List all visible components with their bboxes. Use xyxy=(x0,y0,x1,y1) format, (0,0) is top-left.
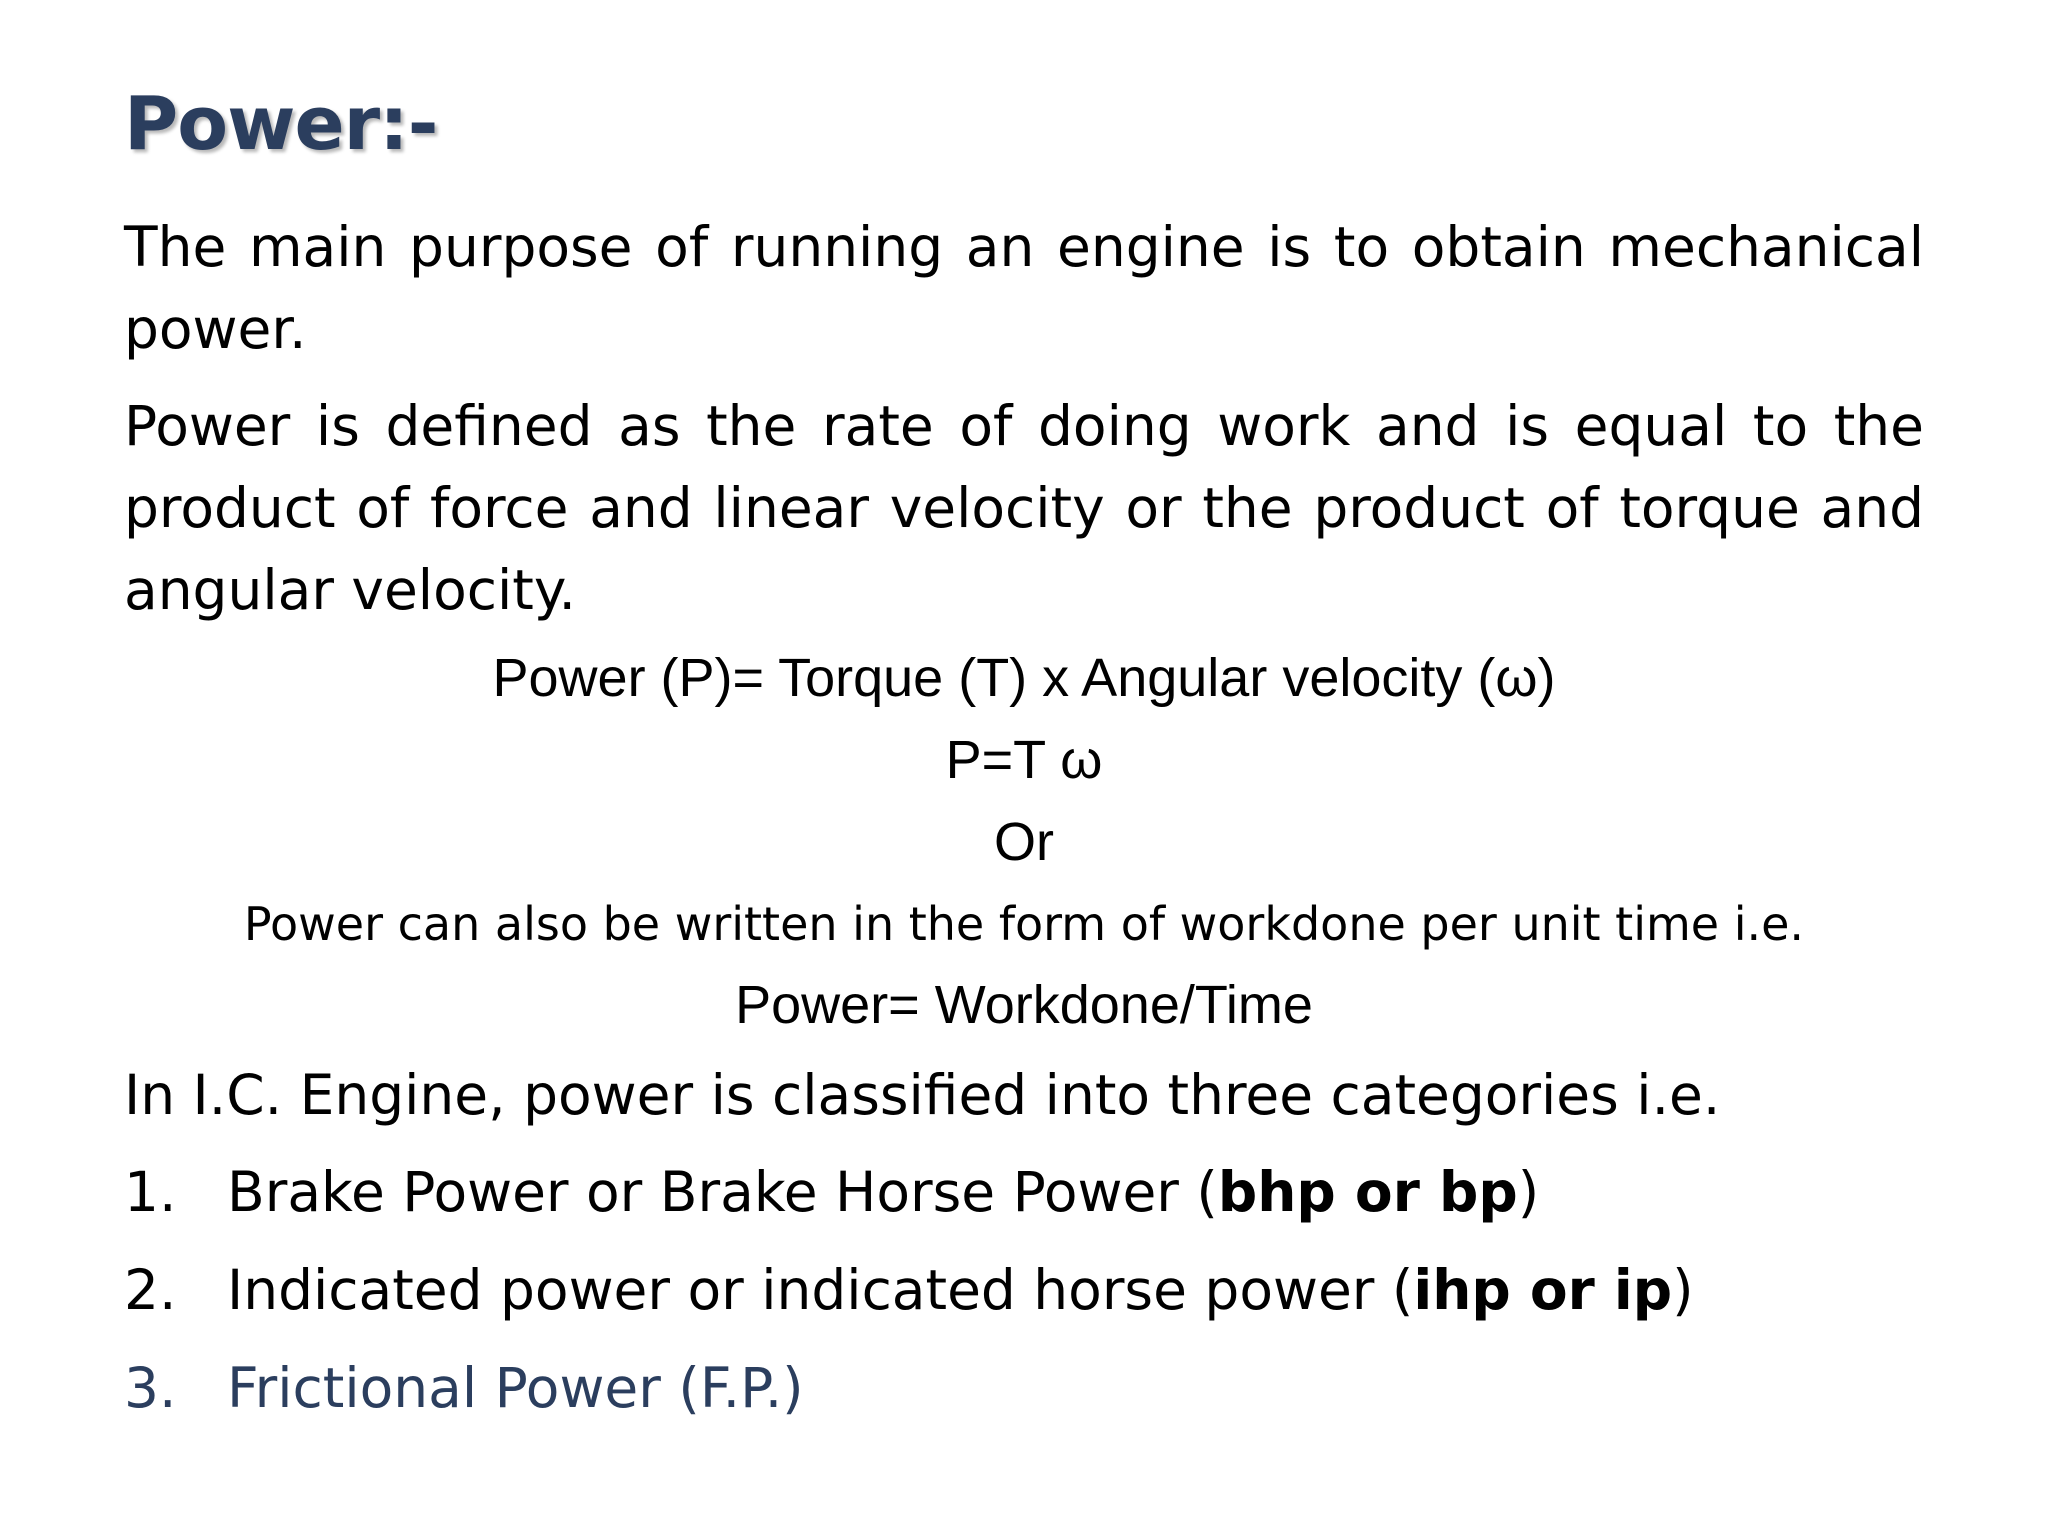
list-item-text: Indicated power or indicated horse power (ihp or ip) xyxy=(227,1258,1694,1322)
list-item-number: 2. xyxy=(124,1258,177,1322)
classification-intro: In I.C. Engine, power is classified into three categories i.e. xyxy=(124,1063,1721,1127)
list-item-text: Brake Power or Brake Horse Power (bhp or bp) xyxy=(227,1160,1540,1224)
formula-or: Or xyxy=(994,812,1054,872)
list-item-bold: bhp or bp xyxy=(1217,1160,1518,1224)
list-item-number: 1. xyxy=(124,1160,177,1224)
list-item-number: 3. xyxy=(124,1356,177,1420)
list-item-text: Frictional Power (F.P.) xyxy=(227,1356,804,1420)
formula-workdone-note: Power can also be written in the form of workdone per unit time i.e. xyxy=(243,897,1805,951)
list-item xyxy=(124,1160,1694,1258)
list-item xyxy=(124,1356,1694,1454)
list-item-bold: ihp or ip xyxy=(1413,1258,1673,1322)
power-categories-list xyxy=(124,1160,1694,1454)
list-item xyxy=(124,1258,1694,1356)
slide-title: Power:- xyxy=(124,81,438,167)
paragraph-purpose: The main purpose of running an engine is to obtain mechanical power. xyxy=(124,215,1924,361)
formula-power-torque: Power (P)= Torque (T) x Angular velocity (ω) xyxy=(492,648,1556,708)
paragraph-definition: Power is defined as the rate of doing work and is equal to the product of force and linear velocity or the product of torque and angular velocity. xyxy=(124,394,1924,622)
formula-power-workdone-time: Power= Workdone/Time xyxy=(735,975,1313,1035)
formula-p-equals-t-omega: P=T ω xyxy=(945,730,1103,790)
